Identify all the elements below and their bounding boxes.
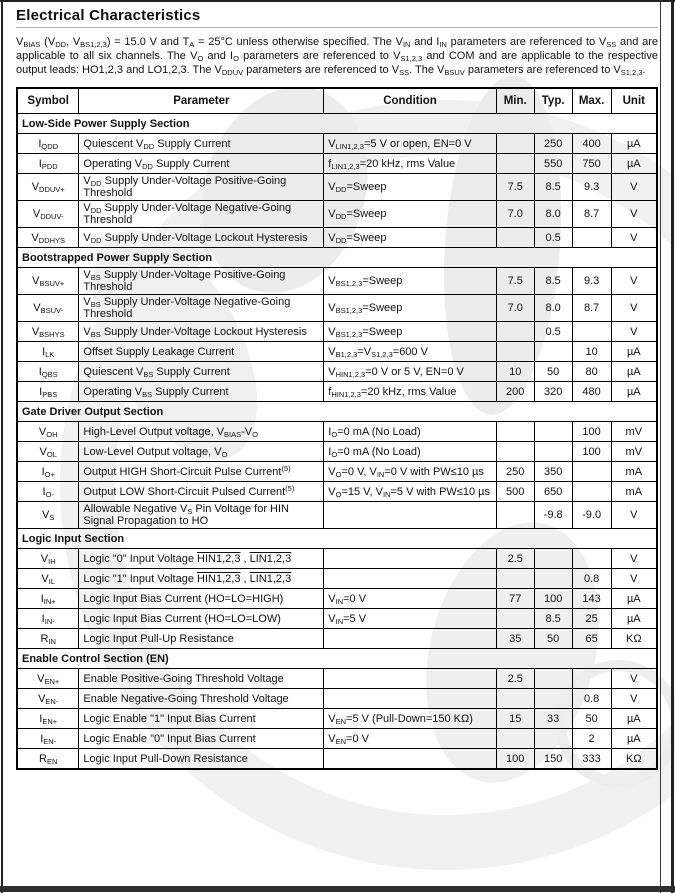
symbol-cell: $I_{IN+}$ bbox=[17, 589, 79, 609]
min-cell bbox=[496, 154, 534, 174]
section-header: Logic Input Section bbox=[17, 529, 657, 549]
typ-cell: 8.5 bbox=[534, 268, 572, 295]
column-header: Symbol bbox=[17, 88, 79, 114]
symbol-cell: $V_{OL}$ bbox=[17, 442, 79, 462]
symbol-cell: $V_{DDUV+}$ bbox=[17, 174, 79, 201]
unit-cell: µA bbox=[611, 609, 657, 629]
typ-cell bbox=[534, 569, 572, 589]
parameter-cell: Output LOW Short-Circuit Pulsed Current$^{(5)}$ bbox=[79, 482, 324, 502]
unit-cell: V bbox=[611, 569, 657, 589]
parameter-cell: Enable Negative-Going Threshold Voltage bbox=[79, 689, 324, 709]
typ-cell: 8.0 bbox=[534, 295, 572, 322]
parameter-cell: Logic Input Pull-Down Resistance bbox=[79, 749, 324, 770]
condition-cell: $V_O=0$ V, $V_{IN}=0$ V with PW≤10 µs bbox=[324, 462, 496, 482]
column-header: Min. bbox=[496, 88, 534, 114]
condition-cell: $V_{LIN1,2,3}=5$ V or open, EN=0 V bbox=[324, 134, 496, 154]
unit-cell: µA bbox=[611, 729, 657, 749]
parameter-cell: $V_{BS}$ Supply Under-Voltage Positive-Going Threshold bbox=[79, 268, 324, 295]
typ-cell bbox=[534, 422, 572, 442]
page-border-right-outer bbox=[671, 0, 674, 893]
unit-cell: mV bbox=[611, 422, 657, 442]
table-row bbox=[17, 174, 657, 201]
table-row bbox=[17, 268, 657, 295]
typ-cell bbox=[534, 729, 572, 749]
condition-cell bbox=[324, 749, 496, 770]
condition-cell: $V_{B1,2,3}=V_{S1,2,3}=600$ V bbox=[324, 342, 496, 362]
max-cell: 2 bbox=[572, 729, 611, 749]
symbol-cell: $I_{PDD}$ bbox=[17, 154, 79, 174]
parameter-cell: $V_{DD}$ Supply Under-Voltage Positive-Going Threshold bbox=[79, 174, 324, 201]
typ-cell: 550 bbox=[534, 154, 572, 174]
table-row bbox=[17, 709, 657, 729]
symbol-cell: $V_{OH}$ bbox=[17, 422, 79, 442]
typ-cell bbox=[534, 689, 572, 709]
condition-cell: $V_{IN}=5$ V bbox=[324, 609, 496, 629]
title-divider bbox=[16, 27, 658, 28]
section-row bbox=[17, 649, 657, 669]
parameter-cell: Enable Positive-Going Threshold Voltage bbox=[79, 669, 324, 689]
intro-paragraph: $V_{BIAS}$ ($V_{DD}$, $V_{BS1,2,3}) = 15.0$ V and $T_A = 25^\circ C$ unless otherwise specified. The $V_{IN}$ and $I_{IN}$ parameters are referenced to $V_{SS}$ and are applicable to all six channels. The $V_O$ and $I_O$ parameters are referenced to $V_{S1,2,3}$ and COM and are applicable to the respective output leads: HO1,2,3 and LO1,2,3. The $V_{DDUV}$ parameters are referenced to $V_{SS}$. The $V_{BSUV}$ parameters are referenced to $V_{S1,2,3}$. bbox=[16, 36, 658, 78]
min-cell: 2.5 bbox=[496, 669, 534, 689]
max-cell: 333 bbox=[572, 749, 611, 770]
table-row bbox=[17, 669, 657, 689]
typ-cell: -9.8 bbox=[534, 502, 572, 529]
min-cell: 100 bbox=[496, 749, 534, 770]
unit-cell: V bbox=[611, 502, 657, 529]
unit-cell: V bbox=[611, 268, 657, 295]
unit-cell: V bbox=[611, 549, 657, 569]
section-row bbox=[17, 248, 657, 268]
typ-cell: 0.5 bbox=[534, 228, 572, 248]
page-border-left bbox=[1, 0, 3, 893]
max-cell: -9.0 bbox=[572, 502, 611, 529]
unit-cell: KΩ bbox=[611, 749, 657, 770]
typ-cell bbox=[534, 549, 572, 569]
max-cell bbox=[572, 228, 611, 248]
typ-cell: 320 bbox=[534, 382, 572, 402]
condition-cell: $V_{IN}=0$ V bbox=[324, 589, 496, 609]
section-header: Gate Driver Output Section bbox=[17, 402, 657, 422]
min-cell bbox=[496, 569, 534, 589]
min-cell bbox=[496, 729, 534, 749]
table-row bbox=[17, 295, 657, 322]
condition-cell bbox=[324, 502, 496, 529]
min-cell bbox=[496, 422, 534, 442]
typ-cell: 350 bbox=[534, 462, 572, 482]
page-border-bottom bbox=[0, 886, 675, 892]
max-cell: 0.8 bbox=[572, 689, 611, 709]
unit-cell: V bbox=[611, 689, 657, 709]
table-row bbox=[17, 689, 657, 709]
min-cell bbox=[496, 609, 534, 629]
min-cell bbox=[496, 134, 534, 154]
condition-cell: $V_O=15$ V, $V_{IN}=5$ V with PW≤10 µs bbox=[324, 482, 496, 502]
parameter-cell: Logic Enable "1" Input Bias Current bbox=[79, 709, 324, 729]
min-cell: 2.5 bbox=[496, 549, 534, 569]
symbol-cell: $V_{BSUV-}$ bbox=[17, 295, 79, 322]
symbol-cell: $V_{IH}$ bbox=[17, 549, 79, 569]
condition-cell bbox=[324, 629, 496, 649]
unit-cell: µA bbox=[611, 382, 657, 402]
typ-cell: 33 bbox=[534, 709, 572, 729]
column-header: Unit bbox=[611, 88, 657, 114]
max-cell: 65 bbox=[572, 629, 611, 649]
min-cell: 250 bbox=[496, 462, 534, 482]
min-cell: 7.0 bbox=[496, 295, 534, 322]
unit-cell: V bbox=[611, 669, 657, 689]
condition-cell: $V_{HIN1,2,3}=0$ V or 5 V, EN=0 V bbox=[324, 362, 496, 382]
table-row bbox=[17, 609, 657, 629]
typ-cell bbox=[534, 342, 572, 362]
unit-cell: V bbox=[611, 322, 657, 342]
table-row bbox=[17, 569, 657, 589]
unit-cell: V bbox=[611, 295, 657, 322]
spec-table-head bbox=[17, 88, 657, 114]
typ-cell: 650 bbox=[534, 482, 572, 502]
unit-cell: µA bbox=[611, 342, 657, 362]
condition-cell bbox=[324, 549, 496, 569]
min-cell: 7.5 bbox=[496, 268, 534, 295]
max-cell: 9.3 bbox=[572, 268, 611, 295]
unit-cell: V bbox=[611, 174, 657, 201]
symbol-cell: $V_{BSHYS}$ bbox=[17, 322, 79, 342]
min-cell bbox=[496, 322, 534, 342]
table-row bbox=[17, 228, 657, 248]
parameter-cell: Logic Enable "0" Input Bias Current bbox=[79, 729, 324, 749]
symbol-cell: $I_{QBS}$ bbox=[17, 362, 79, 382]
condition-cell: $I_O=0$ mA (No Load) bbox=[324, 442, 496, 462]
unit-cell: KΩ bbox=[611, 629, 657, 649]
parameter-cell: Allowable Negative $V_S$ Pin Voltage for HIN Signal Propagation to HO bbox=[79, 502, 324, 529]
parameter-cell: $V_{BS}$ Supply Under-Voltage Lockout Hysteresis bbox=[79, 322, 324, 342]
symbol-cell: $V_{IL}$ bbox=[17, 569, 79, 589]
parameter-cell: Logic Input Pull-Up Resistance bbox=[79, 629, 324, 649]
max-cell: 80 bbox=[572, 362, 611, 382]
parameter-cell: $V_{BS}$ Supply Under-Voltage Negative-Going Threshold bbox=[79, 295, 324, 322]
symbol-cell: $V_S$ bbox=[17, 502, 79, 529]
unit-cell: µA bbox=[611, 589, 657, 609]
condition-cell: $f_{HIN1,2,3}=20$ kHz, rms Value bbox=[324, 382, 496, 402]
parameter-cell: High-Level Output voltage, $V_{BIAS}-V_O$ bbox=[79, 422, 324, 442]
max-cell bbox=[572, 462, 611, 482]
parameter-cell: $V_{DD}$ Supply Under-Voltage Lockout Hysteresis bbox=[79, 228, 324, 248]
max-cell: 8.7 bbox=[572, 201, 611, 228]
condition-cell: $f_{LIN1,2,3}=20$ kHz, rms Value bbox=[324, 154, 496, 174]
condition-cell: $V_{DD}=Sweep$ bbox=[324, 174, 496, 201]
min-cell: 35 bbox=[496, 629, 534, 649]
parameter-cell: Low-Level Output voltage, $V_O$ bbox=[79, 442, 324, 462]
table-row bbox=[17, 482, 657, 502]
min-cell: 77 bbox=[496, 589, 534, 609]
table-row bbox=[17, 322, 657, 342]
section-row bbox=[17, 402, 657, 422]
table-row bbox=[17, 342, 657, 362]
condition-cell bbox=[324, 689, 496, 709]
table-row bbox=[17, 362, 657, 382]
table-row bbox=[17, 442, 657, 462]
max-cell: 480 bbox=[572, 382, 611, 402]
min-cell bbox=[496, 689, 534, 709]
parameter-cell: Output HIGH Short-Circuit Pulse Current$^{(5)}$ bbox=[79, 462, 324, 482]
min-cell: 15 bbox=[496, 709, 534, 729]
table-row bbox=[17, 462, 657, 482]
symbol-cell: $V_{DDUV-}$ bbox=[17, 201, 79, 228]
parameter-cell: Quiescent $V_{DD}$ Supply Current bbox=[79, 134, 324, 154]
min-cell: 7.0 bbox=[496, 201, 534, 228]
parameter-cell: Offset Supply Leakage Current bbox=[79, 342, 324, 362]
symbol-cell: $I_{O-}$ bbox=[17, 482, 79, 502]
header-row bbox=[17, 88, 657, 114]
condition-cell: $V_{DD}=Sweep$ bbox=[324, 201, 496, 228]
max-cell bbox=[572, 482, 611, 502]
symbol-cell: $R_{IN}$ bbox=[17, 629, 79, 649]
max-cell: 10 bbox=[572, 342, 611, 362]
table-row bbox=[17, 729, 657, 749]
typ-cell: 250 bbox=[534, 134, 572, 154]
max-cell: 0.8 bbox=[572, 569, 611, 589]
parameter-cell: Quiescent $V_{BS}$ Supply Current bbox=[79, 362, 324, 382]
symbol-cell: $I_{O+}$ bbox=[17, 462, 79, 482]
typ-cell: 8.5 bbox=[534, 174, 572, 201]
table-row bbox=[17, 201, 657, 228]
table-row bbox=[17, 589, 657, 609]
unit-cell: mA bbox=[611, 462, 657, 482]
unit-cell: V bbox=[611, 201, 657, 228]
condition-cell: $V_{BS1,2,3}=Sweep$ bbox=[324, 268, 496, 295]
parameter-cell: Logic "1" Input Voltage HIN1,2,3 , LIN1,2,3 bbox=[79, 569, 324, 589]
section-header: Low-Side Power Supply Section bbox=[17, 114, 657, 134]
typ-cell: 100 bbox=[534, 589, 572, 609]
min-cell: 10 bbox=[496, 362, 534, 382]
condition-cell bbox=[324, 569, 496, 589]
max-cell: 143 bbox=[572, 589, 611, 609]
unit-cell: µA bbox=[611, 134, 657, 154]
typ-cell: 150 bbox=[534, 749, 572, 770]
table-row bbox=[17, 749, 657, 770]
max-cell bbox=[572, 669, 611, 689]
parameter-cell: Logic "0" Input Voltage HIN1,2,3 , LIN1,2,3 bbox=[79, 549, 324, 569]
condition-cell: $V_{BS1,2,3}=Sweep$ bbox=[324, 322, 496, 342]
table-row bbox=[17, 422, 657, 442]
min-cell: 500 bbox=[496, 482, 534, 502]
typ-cell: 50 bbox=[534, 629, 572, 649]
min-cell: 200 bbox=[496, 382, 534, 402]
parameter-cell: Operating $V_{BS}$ Supply Current bbox=[79, 382, 324, 402]
parameter-cell: Logic Input Bias Current (HO=LO=HIGH) bbox=[79, 589, 324, 609]
symbol-cell: $I_{EN-}$ bbox=[17, 729, 79, 749]
max-cell bbox=[572, 549, 611, 569]
table-row bbox=[17, 502, 657, 529]
condition-cell: $V_{BS1,2,3}=Sweep$ bbox=[324, 295, 496, 322]
unit-cell: µA bbox=[611, 154, 657, 174]
condition-cell: $I_O=0$ mA (No Load) bbox=[324, 422, 496, 442]
max-cell: 9.3 bbox=[572, 174, 611, 201]
typ-cell bbox=[534, 669, 572, 689]
condition-cell: $V_{DD}=Sweep$ bbox=[324, 228, 496, 248]
symbol-cell: $I_{IN-}$ bbox=[17, 609, 79, 629]
section-header: Enable Control Section (EN) bbox=[17, 649, 657, 669]
section-header: Bootstrapped Power Supply Section bbox=[17, 248, 657, 268]
max-cell: 100 bbox=[572, 422, 611, 442]
table-row bbox=[17, 134, 657, 154]
min-cell: 7.5 bbox=[496, 174, 534, 201]
table-row bbox=[17, 382, 657, 402]
condition-cell bbox=[324, 669, 496, 689]
column-header: Max. bbox=[572, 88, 611, 114]
column-header: Parameter bbox=[79, 88, 324, 114]
unit-cell: V bbox=[611, 228, 657, 248]
symbol-cell: $I_{PBS}$ bbox=[17, 382, 79, 402]
max-cell: 400 bbox=[572, 134, 611, 154]
symbol-cell: $I_{LK}$ bbox=[17, 342, 79, 362]
unit-cell: mA bbox=[611, 482, 657, 502]
column-header: Condition bbox=[324, 88, 496, 114]
table-row bbox=[17, 629, 657, 649]
max-cell: 100 bbox=[572, 442, 611, 462]
min-cell bbox=[496, 228, 534, 248]
symbol-cell: $V_{EN-}$ bbox=[17, 689, 79, 709]
typ-cell: 8.0 bbox=[534, 201, 572, 228]
table-row bbox=[17, 549, 657, 569]
parameter-cell: $V_{DD}$ Supply Under-Voltage Negative-Going Threshold bbox=[79, 201, 324, 228]
condition-cell: $V_{EN}=0$ V bbox=[324, 729, 496, 749]
page-title: Electrical Characteristics bbox=[16, 7, 201, 24]
min-cell bbox=[496, 502, 534, 529]
max-cell bbox=[572, 322, 611, 342]
symbol-cell: $I_{EN+}$ bbox=[17, 709, 79, 729]
max-cell: 50 bbox=[572, 709, 611, 729]
symbol-cell: $V_{DDHYS}$ bbox=[17, 228, 79, 248]
section-row bbox=[17, 529, 657, 549]
min-cell bbox=[496, 442, 534, 462]
parameter-cell: Operating $V_{DD}$ Supply Current bbox=[79, 154, 324, 174]
symbol-cell: $I_{QDD}$ bbox=[17, 134, 79, 154]
symbol-cell: $V_{EN+}$ bbox=[17, 669, 79, 689]
table-row bbox=[17, 154, 657, 174]
symbol-cell: $V_{BSUV+}$ bbox=[17, 268, 79, 295]
column-header: Typ. bbox=[534, 88, 572, 114]
symbol-cell: $R_{EN}$ bbox=[17, 749, 79, 770]
typ-cell bbox=[534, 442, 572, 462]
spec-table bbox=[16, 87, 658, 770]
typ-cell: 8.5 bbox=[534, 609, 572, 629]
spec-table-body bbox=[17, 114, 657, 770]
typ-cell: 50 bbox=[534, 362, 572, 382]
max-cell: 750 bbox=[572, 154, 611, 174]
typ-cell: 0.5 bbox=[534, 322, 572, 342]
unit-cell: µA bbox=[611, 709, 657, 729]
parameter-cell: Logic Input Bias Current (HO=LO=LOW) bbox=[79, 609, 324, 629]
unit-cell: mV bbox=[611, 442, 657, 462]
unit-cell: µA bbox=[611, 362, 657, 382]
max-cell: 8.7 bbox=[572, 295, 611, 322]
page-border-top bbox=[0, 0, 675, 2]
page-border-right-inner bbox=[660, 0, 661, 893]
section-row bbox=[17, 114, 657, 134]
condition-cell: $V_{EN}=5$ V (Pull-Down=150 KΩ) bbox=[324, 709, 496, 729]
min-cell bbox=[496, 342, 534, 362]
max-cell: 25 bbox=[572, 609, 611, 629]
